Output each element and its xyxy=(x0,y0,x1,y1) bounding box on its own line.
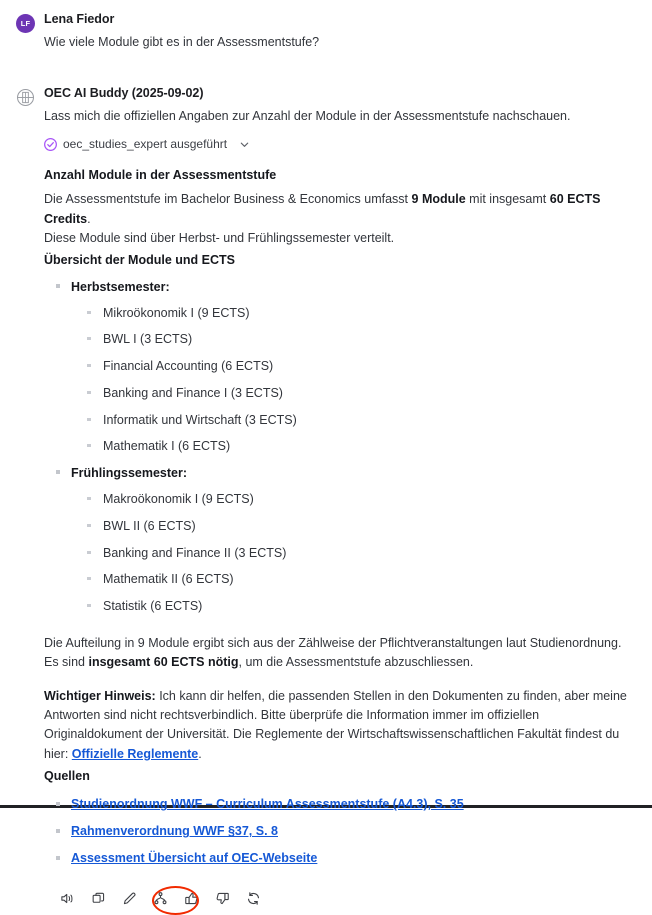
tool-call-label: oec_studies_expert ausgeführt xyxy=(63,137,228,151)
user-avatar-column xyxy=(16,12,44,33)
read-aloud-button[interactable] xyxy=(56,888,78,910)
semester-label: Frühlingssemester: xyxy=(71,466,188,481)
list-item: Mathematik II (6 ECTS) xyxy=(87,566,636,593)
user-sender-name: Lena Fiedor xyxy=(44,12,115,26)
avatar: LF xyxy=(16,14,35,33)
assistant-avatar-column xyxy=(16,86,44,107)
check-circle-icon xyxy=(44,138,57,151)
assistant-intro-text: Lass mich die offiziellen Angaben zur Anzahl der Module in der Assessmentstufe nachschauen. xyxy=(44,108,571,123)
thumbs-up-button[interactable] xyxy=(180,888,202,910)
module-distribution-sentence: Diese Module sind über Herbst- und Frühlingssemester verteilt. xyxy=(44,231,395,245)
sources-heading: Quellen xyxy=(44,769,90,784)
module-list-autumn xyxy=(71,300,636,461)
assistant-sender-name: OEC AI Buddy (2025-09-02) xyxy=(44,86,204,100)
text-fragment: . xyxy=(198,746,202,761)
copy-icon xyxy=(91,891,106,906)
thumbs-down-button[interactable] xyxy=(211,888,233,910)
explanation-paragraph xyxy=(44,634,636,673)
user-message-text: Wie viele Module gibt es in der Assessmentstufe? xyxy=(44,34,320,49)
list-item: Mathematik I (6 ECTS) xyxy=(87,433,636,460)
section-heading-module-count: Anzahl Module in der Assessmentstufe xyxy=(44,168,277,182)
list-item: Banking and Finance I (3 ECTS) xyxy=(87,380,636,407)
list-item xyxy=(56,462,636,620)
assistant-message xyxy=(16,86,636,910)
thumbs-up-icon xyxy=(184,891,199,906)
text-fragment: Die Aufteilung in 9 Module ergibt sich aus der Zählweise der Pflichtveranstaltungen laut Studienordnung. Es sind xyxy=(44,635,622,670)
module-list-spring xyxy=(71,486,636,620)
official-regulations-link[interactable]: Offizielle Reglemente xyxy=(71,746,199,761)
list-item: BWL II (6 ECTS) xyxy=(87,513,636,540)
tool-call-row[interactable] xyxy=(44,137,636,151)
branch-button[interactable] xyxy=(149,888,171,910)
list-item xyxy=(56,276,636,461)
text-fragment: , um die Assessmentstufe abzuschliessen. xyxy=(238,655,474,670)
pencil-icon xyxy=(122,891,137,906)
disclaimer-label: Wichtiger Hinweis: xyxy=(44,688,156,703)
source-link-assessment-uebersicht[interactable]: Assessment Übersicht auf OEC-Webseite xyxy=(71,850,318,865)
text-fragment: mit insgesamt xyxy=(465,192,550,207)
module-count-value: 9 Module xyxy=(411,192,466,207)
text-fragment: . xyxy=(87,211,91,226)
university-seal-icon xyxy=(16,88,35,107)
disclaimer-paragraph xyxy=(44,687,636,765)
text-fragment: Die Assessmentstufe im Bachelor Business & Economics umfasst xyxy=(44,192,412,207)
thumbs-down-icon xyxy=(215,891,230,906)
list-item: Banking and Finance II (3 ECTS) xyxy=(87,540,636,567)
semester-label: Herbstsemester: xyxy=(71,279,170,294)
user-message-body xyxy=(44,12,636,56)
list-item xyxy=(56,845,636,872)
regenerate-button[interactable] xyxy=(242,888,264,910)
copy-button[interactable] xyxy=(87,888,109,910)
list-item: BWL I (3 ECTS) xyxy=(87,326,636,353)
user-message xyxy=(16,12,636,56)
source-link-studienordnung[interactable]: Studienordnung WWF – Curriculum Assessmentstufe (A4.3), S. 35 xyxy=(71,797,464,812)
list-item: Financial Accounting (6 ECTS) xyxy=(87,353,636,380)
source-link-rahmenverordnung[interactable]: Rahmenverordnung WWF §37, S. 8 xyxy=(71,824,278,839)
list-item xyxy=(56,791,636,818)
ects-requirement-value: insgesamt 60 ECTS nötig xyxy=(88,655,239,670)
message-action-toolbar xyxy=(56,888,636,910)
list-item: Makroökonomik I (9 ECTS) xyxy=(87,486,636,513)
disclaimer-text: Ich kann dir helfen, die passenden Stellen in den Dokumenten zu finden, aber meine Antworten sind nicht rechtsverbindlich. Bitte überprüfe die Information immer im offiziellen Originaldokument der Universität. Die Reglemente der Wirtschaftswissenschaftlichen Fakultät findest du hier: xyxy=(44,688,627,761)
speaker-icon xyxy=(60,891,75,906)
module-count-sentence xyxy=(44,190,636,229)
section-heading-module-overview: Übersicht der Module und ECTS xyxy=(44,253,235,268)
sources-list xyxy=(44,791,636,871)
assistant-message-body xyxy=(44,86,636,910)
ects-total-value: 60 ECTS Credits xyxy=(44,192,601,226)
list-item: Mikroökonomik I (9 ECTS) xyxy=(87,300,636,327)
list-item: Statistik (6 ECTS) xyxy=(87,593,636,620)
branch-icon xyxy=(153,891,168,906)
edit-button[interactable] xyxy=(118,888,140,910)
list-item: Informatik und Wirtschaft (3 ECTS) xyxy=(87,407,636,434)
chevron-down-icon[interactable] xyxy=(236,139,247,150)
refresh-icon xyxy=(246,891,261,906)
list-item xyxy=(56,818,636,845)
semester-list xyxy=(44,276,636,620)
